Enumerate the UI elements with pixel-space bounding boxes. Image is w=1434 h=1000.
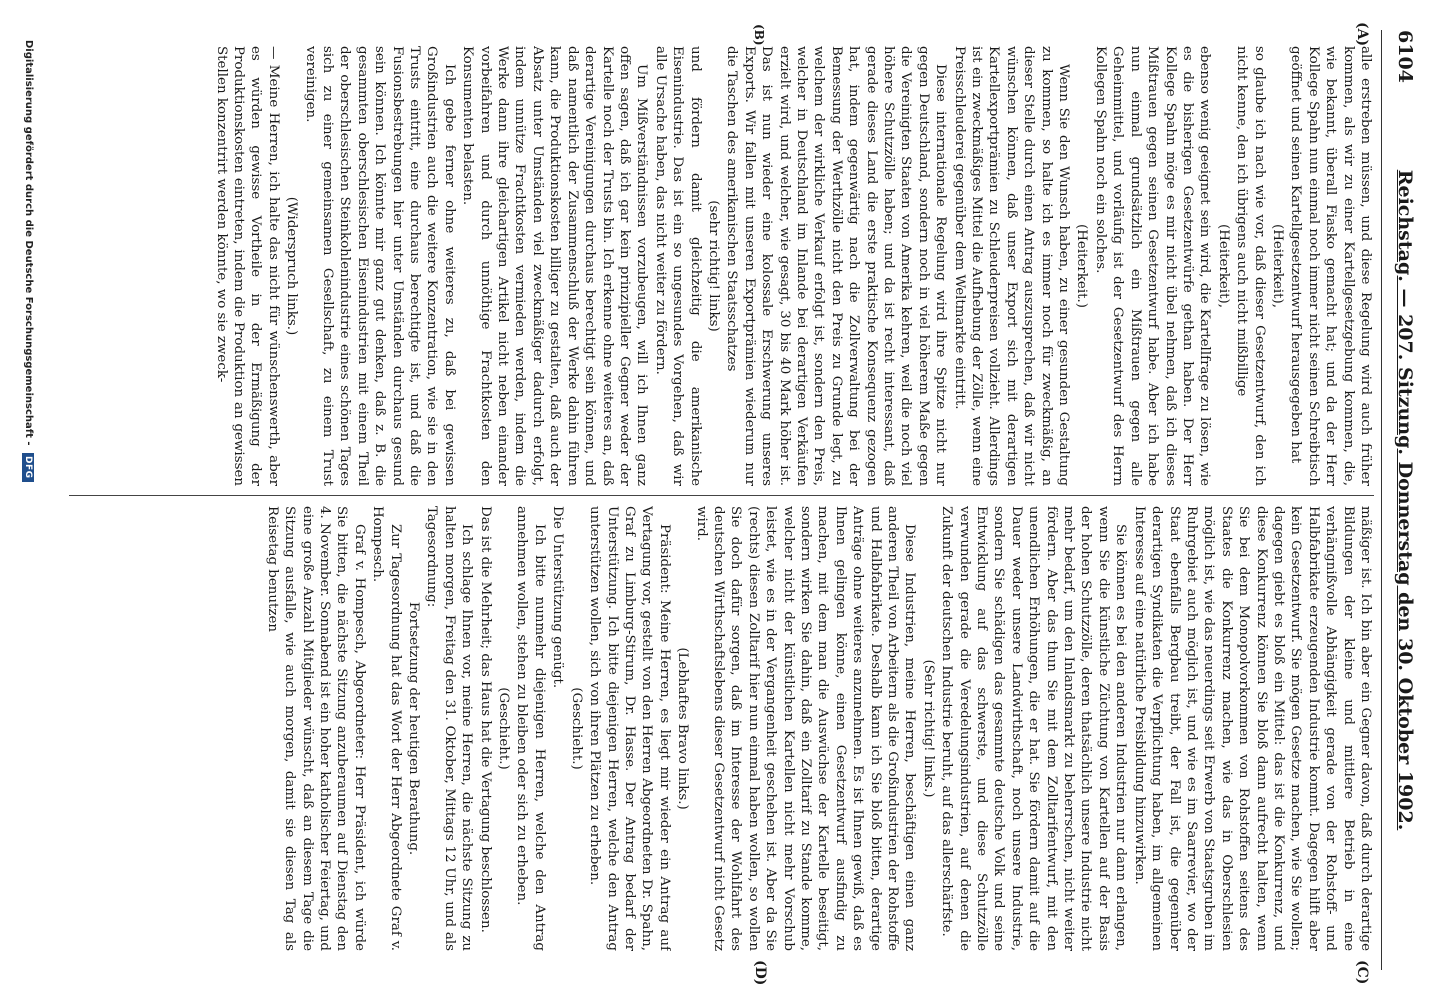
right-column — [69, 506, 1374, 951]
paragraph: Graf v. Hompesch, Abgeordneter: Herr Präsident, ich würde Sie bitten, die nächste Sitzung anzuberaumen auf Dienstag den 4. November. Sonnabend ist ein hoher katholischer Feiertag, und eine große Anzahl Mitglieder wünscht, daß an diesem Tage die Sitzung ausfalle, wie auch morgen, damit sie diesen Tag als Reisetag benutzen — [264, 506, 367, 951]
paragraph: Diese Industrien, meine Herren, beschäftigen einen ganz anderen Theil von Arbeitern als die Großindustrien der Rohstoffe und Halbfabrikate. Deshalb kann ich Sie bloß bitten, derartige Anträge ohne weiteres anzunehmen. Es ist Ihnen gewiß, daß es Ihnen gelingen könne, einen Gesetzentwurf ausfindig zu machen, mit dem man die Auswüchse der Kartelle beseitigt, sondern wirken Sie dahin, daß ein Zolltarif zu Stande komme, welcher nicht der künstlichen Kartellen nicht mehr Vorschub leistet, wie es in der Vergangenheit geschehen ist. Aber da Sie (rechts) diesen Zolltarif hier nun einmal haben wollen, so wollen Sie doch dafür sorgen, daß im Interesse der Wohlfahrt des deutschen Wirthschaftslebens dieser Gesetzentwurf nicht Gesetz wird. — [693, 506, 918, 951]
paragraph: Zur Tagesordnung hat das Wort der Herr Abgeordnete Graf v. Hompesch. — [370, 506, 403, 951]
paragraph: Ich schlage Ihnen vor, meine Herren, die nächste Sitzung zu halten morgen, Freitag den 31. Oktober, Mittags 12 Uhr, und als Tagesordnung: — [424, 506, 475, 951]
paragraph: (Heiterkeit), — [1215, 224, 1231, 308]
paragraph: (Geschieht.) — [568, 687, 584, 770]
paragraph: — Meine Herren, ich halte das nicht für wünschenswerth, aber es würden gewisse Vortheile in der Ermäßigung der Produktionskosten eintreten, indem die Produktion an gewissen Stellen konzentrirt werden könnte, wo sie zweck- — [213, 46, 281, 486]
paragraph: Diese internationale Regelung wird ihre Spitze nicht nur gegen Deutschland, sondern noch in viel höherem Maße gegen die Vereinigten Staaten von Amerika kehren, weil die noch viel höhere Schutzzölle haben; und da ist recht interessant, daß gerade dieses Land die erste praktische Konsequenz gezogen hat, indem gegenwärtig nach die Zollverwaltung bei der Bemessung der Werthzölle nicht den Preis zu Grunde legt, zu welchem der wirkliche Verkauf erfolgt ist, sondern den Preis, welcher in Deutschland im Inlande bei derartigen Verkäufen erzielt wird, und welcher, wie gesagt, 30 bis 40 Mark höher ist. Das ist nun wieder eine kolossale Erschwerung unseres Exports. Wir fallen mit unseren Exportprämien wiederum nur die Taschen des amerikanischen Staatsschatzes — [724, 46, 949, 486]
paragraph: (Heiterkeit.) — [1074, 224, 1090, 308]
paragraph: (Widerspruch links.) — [284, 196, 300, 336]
footer-text: Digitalisierung gefördert durch die Deutsche Forschungsgemeinschaft - — [23, 40, 34, 446]
page-header — [1382, 30, 1416, 970]
paragraph: Die Unterstützung genügt. — [550, 506, 566, 689]
paragraph: (Geschieht.) — [496, 687, 512, 770]
paragraph: Ich gebe ferner ohne weiteres zu, daß bei gewissen Großindustrien auch die weitere Konzentration, wie sie in den Trusts eintritt, eine durchaus berechtigte ist, und daß die Fusionsbestrebungen hier unter Umständen durchaus gesund sein können. Ich könnte mir ganz gut denken, daß z. B. die gesammten oberschlesischen Eisenindustrien mit einem Theil der oberschlesischen Steinkohlenindustrie eines schönen Tages sich zu einer gemeinsamen Gesellschaft, zu einem Trust vereinigen. — [302, 46, 457, 486]
paragraph: (Sehr richtig! links.) — [920, 659, 936, 798]
dfg-logo: DFG — [22, 453, 34, 482]
digitization-footer — [22, 40, 34, 980]
paragraph: Das ist die Mehrheit; das Haus hat die Vertagung beschlossen. — [477, 506, 493, 933]
margin-marker-c: (C) — [1354, 960, 1370, 985]
page-number: 6104 — [1394, 30, 1416, 83]
paragraph: Präsident: Meine Herren, es liegt mir wieder ein Antrag auf Vertagung vor, gestellt von den Herren Abgeordneten Dr. Spahn, Graf zu Limburg-Stirum, Dr. Hasse. Der Antrag bedarf der Unterstützung. Ich bitte diejenigen Herren, welche den Antrag unterstützen wollen, sich von ihren Plätzen zu erheben. — [587, 506, 672, 951]
paragraph: so glaube ich nach wie vor, daß dieser Gesetzentwurf, den ich nicht kenne, den ich übrigens auch nicht mißbillige — [1234, 46, 1267, 486]
column-divider — [69, 495, 1374, 496]
margin-marker-a: (A) — [1354, 22, 1370, 47]
paragraph: ebenso wenig geeignet sein wird, die Kartellfrage zu lösen, wie es die bisherigen Gesetzentwürfe gethan haben. Der Herr Kollege Spahn möge es mir nicht übel nehmen, daß ich dieses Mißtrauen gegen seinen Gesetzentwurf habe. Aber ich habe nun einmal grundsätzlich ein Mißtrauen gegen alle Geheimmittel, und vorläufig ist der Gesetzentwurf des Herrn Kollegen Spahn noch ein solches. — [1092, 46, 1213, 486]
left-column — [69, 46, 1374, 486]
paragraph: (sehr richtig! links) — [705, 200, 721, 332]
paragraph: alle erstreben müssen, und diese Regelung wird auch früher kommen, als wir zu einer Kartellgesetzgebung kommen, die, wie bekannt, überall Fiasko gemacht hat; und da der Herr Kollege Spahn nun einmal noch immer nicht seinen Schreibtisch geöffnet und seinen Kartellgesetzentwurf herausgegeben hat — [1288, 46, 1373, 486]
paragraph: (Lebhaftes Bravo links.) — [675, 647, 691, 810]
page-title: Reichstag. — 207. Sitzung. Donnerstag den 30. Oktober 1902. — [1394, 169, 1416, 831]
paragraph: Fortsetzung der heutigen Berathung. — [406, 601, 422, 856]
margin-marker-d: (D) — [752, 960, 768, 986]
paragraph: (Heiterkeit), — [1269, 224, 1285, 308]
paragraph: Sie können es bei den anderen Industrien nur dann erlangen, wenn Sie die künstliche Züchtung von Kartellen auf der Basis der hohen Schutzzölle, deren thatsächlich unsere Industrie nicht mehr bedarf, um den Inlandsmarkt zu beherrschen, nicht weiter fördern. Aber das thun Sie mit dem Zolltarifentwurf, mit den unendlichen Erhöhungen, die er hat. Sie fördern damit auf die Dauer weder unsere Landwirthschaft, noch unsere Industrie, sondern Sie schädigen das gesammte deutsche Volk und seine Entwicklung auf das schwerste, und diese Schutzzölle verwunden gerade die Veredelungsindustrien, auf denen die Zukunft der deutschen Industrie beruht, auf das allerschärfste. — [939, 506, 1129, 951]
paragraph: Ich bitte nunmehr diejenigen Herren, welche den Antrag annehmen wollen, stehen zu bleiben oder sich zu erheben. — [514, 506, 547, 951]
paragraph: Um Mißverständnissen vorzubeugen, will ich Ihnen ganz offen sagen, daß ich gar kein prinzipieller Gegner weder der Kartelle noch der Trusts bin. Ich erkenne ohne weiteres an, daß derartige Vereinigungen durchaus berechtigt sein können, und daß namentlich der Zusammenschluß der Werke dahin führen kann, die Produktionskosten billiger zu gestalten, daß auch der Absatz unter Umständen viel zweckmäßiger dadurch erfolgt, indem unnütze Frachtkosten vermieden werden, indem die Werke dann ihre gleichartigen Artikel nicht neben einander vorbeifahren und durch unnöthige Frachtkosten den Konsumenten belasten. — [460, 46, 650, 486]
paragraph: mäßiger ist. Ich bin aber ein Gegner davon, daß durch derartige Bildungen der kleine und mittlere Betrieb in eine verhängnißvolle Abhängigkeit gerade von der Rohstoff- und Halbfabrikate erzeugenden Industrie kommt. Dagegen hilft aber kein Gesetzentwurf. Sie mögen Gesetze machen, wie Sie wollen; dagegen giebt es bloß ein Mittel: das ist die Konkurrenz, und diese Konkurrenz können Sie bloß dann aufrecht halten, wenn Sie bei dem Monopolvorkommen von Rohstoffen seitens des Staates die Konkurrenz machen, wie das in Oberschlesien möglich ist, wie das neuerdings seit Erwerb von Staatsgruben im Ruhrgebiet auch möglich ist, und wie es im Saarrevier, wo der Staat ebenfalls Bergbau treibt, der Fall ist, die gegenüber derartigen Syndikaten die Verpflichtung haben, im allgemeinen Interesse auf eine natürliche Preisbildung hinzuwirken. — [1131, 506, 1373, 951]
paragraph: Wenn Sie den Wunsch haben, zu einer gesunden Gestaltung zu kommen, so halte ich es immer noch für zweckmäßig, an dieser Stelle durch einen Antrag auszusprechen, daß wir nicht wünschen können, daß unser Export sich mit derartigen Kartellexportprämien zu Schleuderpreisen vollzieht. Allerdings ist ein zweckmäßiges Mittel die Aufhebung der Zölle, wenn eine Preisschleuderei gegenüber dem Weltmarkte eintritt. — [951, 46, 1072, 486]
margin-marker-b: (B) — [752, 24, 766, 46]
header-rule — [1381, 30, 1382, 970]
paragraph: und fördern damit gleichzeitig die amerikanische Eisenindustrie. Das ist ein so ungesundes Vorgehen, daß wir alle Ursache haben, das nicht weiter zu fördern. — [652, 46, 703, 486]
